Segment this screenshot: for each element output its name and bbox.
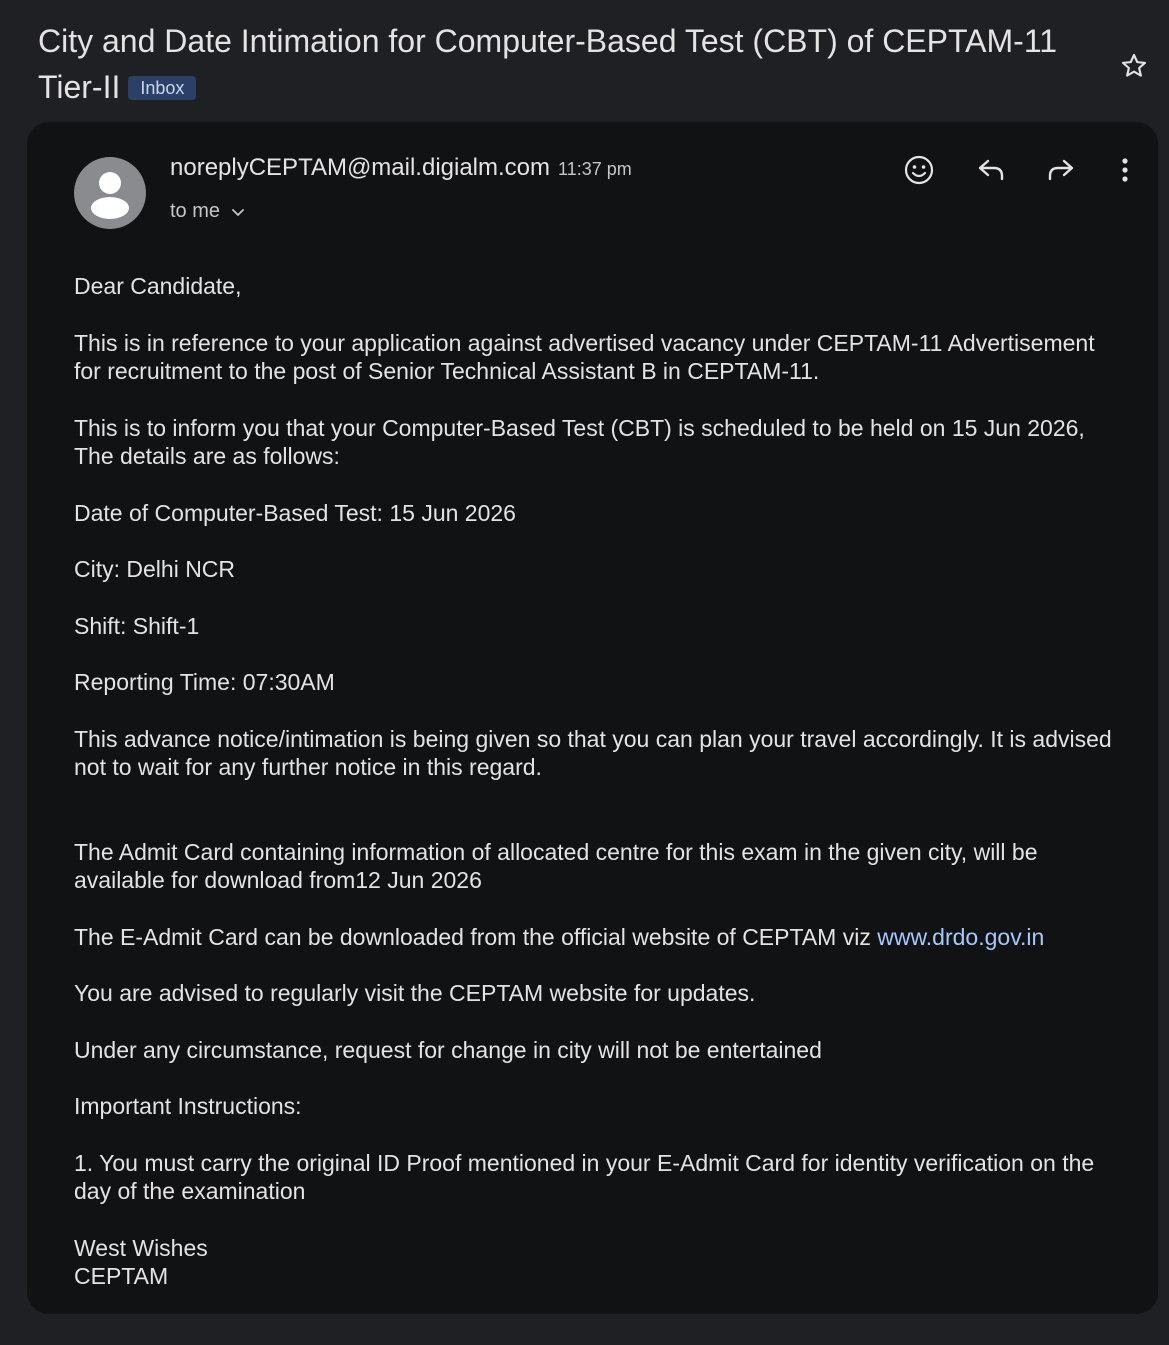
detail-city: City: Delhi NCR <box>74 556 236 582</box>
inbox-label-badge[interactable]: Inbox <box>128 76 196 100</box>
more-options-button[interactable] <box>1105 150 1145 190</box>
instructions-heading: Important Instructions: <box>74 1093 302 1119</box>
body-paragraph-advance-notice: This advance notice/intimation is being given so that you can plan your travel accordingly. It is advised not to wait for any further notice in this regard. <box>74 725 1112 780</box>
body-paragraph-eadmit <box>74 923 1114 952</box>
star-button[interactable] <box>1116 48 1152 84</box>
body-paragraph-admit-card: The Admit Card containing information of allocated centre for this exam in the given city, will be available for download from12 Jun 2026 <box>74 838 1038 893</box>
sender-email[interactable]: noreplyCEPTAM@mail.digialm.com <box>170 154 551 181</box>
sender-line <box>170 154 632 182</box>
greeting: Dear Candidate, <box>74 273 242 299</box>
reply-button[interactable] <box>971 150 1011 190</box>
signoff-text: West Wishes <box>74 1234 208 1261</box>
instruction-item: 1. You must carry the original ID Proof mentioned in your E-Admit Card for identity verification on the day of the examination <box>74 1149 1095 1204</box>
emoji-react-button[interactable] <box>899 150 939 190</box>
eadmit-text: The E-Admit Card can be downloaded from the official website of CEPTAM viz <box>74 923 878 950</box>
detail-shift: Shift: Shift-1 <box>74 612 200 639</box>
body-paragraph-advice: You are advised to regularly visit the CEPTAM website for updates. <box>74 980 756 1006</box>
recipient-label: to me <box>170 200 221 222</box>
body-paragraph-schedule: This is to inform you that your Computer-Based Test (CBT) is scheduled to be held on 15 Jun 2026, The details are as follows: <box>74 414 1085 469</box>
forward-button[interactable] <box>1041 150 1081 190</box>
emoji-react-icon <box>903 154 935 186</box>
subject-header <box>38 18 1098 110</box>
default-avatar-icon <box>74 157 146 229</box>
email-message-card <box>27 122 1158 1314</box>
recipient-toggle[interactable] <box>170 200 246 223</box>
detail-reporting-time: Reporting Time: 07:30AM <box>74 669 335 695</box>
body-paragraph-reference: This is in reference to your application against advertised vacancy under CEPTAM-11 Advertisement for recruitment to the post of Senior Technical Assistant B in CEPTAM-11. <box>74 329 1095 384</box>
signature: CEPTAM <box>74 1263 169 1289</box>
sender-avatar[interactable] <box>74 157 146 229</box>
signoff <box>74 1234 1114 1291</box>
subject-title: City and Date Intimation for Computer-Based Test (CBT) of CEPTAM-11 Tier-II <box>38 23 1058 105</box>
message-time: 11:37 pm <box>558 159 632 179</box>
email-subject <box>38 18 1098 110</box>
reply-icon <box>975 154 1007 186</box>
star-outline-icon <box>1119 51 1149 81</box>
message-actions <box>897 150 1147 190</box>
forward-icon <box>1045 154 1077 186</box>
chevron-down-icon <box>230 204 246 220</box>
detail-date: Date of Computer-Based Test: 15 Jun 2026 <box>74 499 516 526</box>
email-body <box>74 272 1114 1291</box>
body-paragraph-no-change: Under any circumstance, request for change in city will not be entertained <box>74 1036 822 1063</box>
more-vert-icon <box>1109 154 1141 186</box>
drdo-website-link[interactable]: www.drdo.gov.in <box>877 923 1045 950</box>
